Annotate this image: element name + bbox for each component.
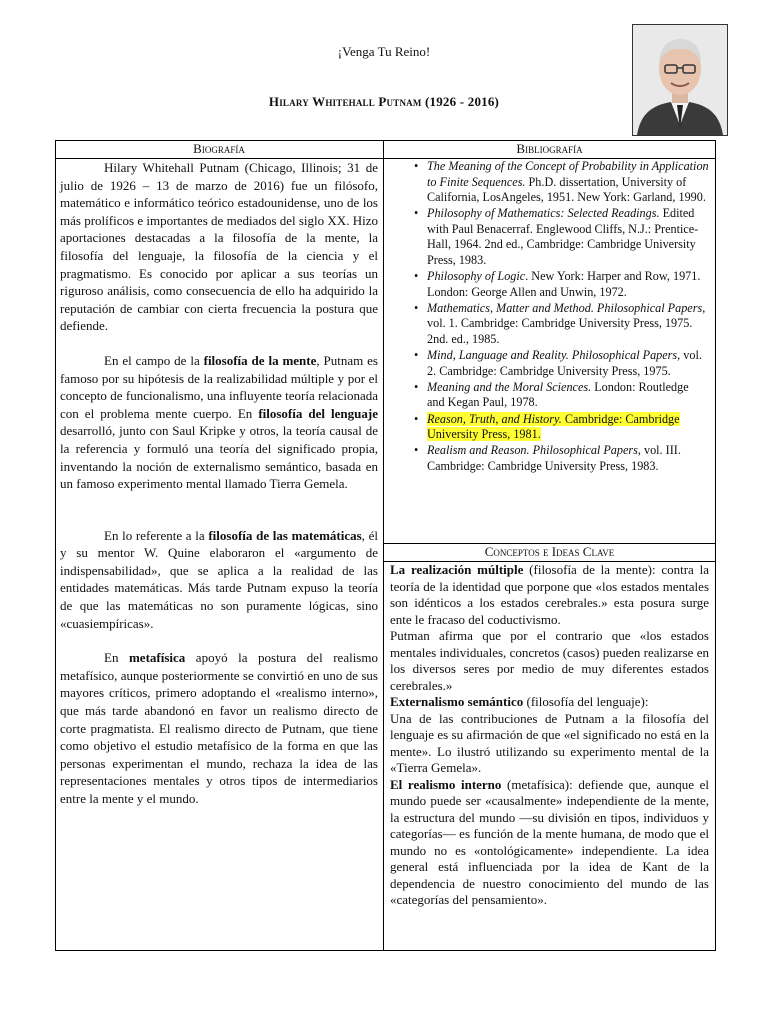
bio-bold-term: filosofía del lenguaje — [258, 405, 378, 421]
bio-text: apoyó la postura del realismo metafísico, aunque posteriormente se convirtió en uno de sus mayores críticos, primero adoptando el «realismo interno», que más tarde abandonó en favor un realismo directo de corte pragmatista. El realismo directo de Putnam, que tiene como objetivo el estudio metafísico de la forma en que las personas experimentan el mundo, rechaza la idea de las representaciones mentales y otros tipos de intermediarios entre la mente y el mundo. — [60, 650, 378, 806]
bibliography-item — [393, 348, 709, 379]
bibliography-title: Reason, Truth, and History. — [427, 411, 562, 426]
concept-internal-realism — [390, 777, 709, 909]
bibliography-title: Realism and Reason. Philosophical Papers — [427, 443, 638, 458]
bio-text: , él y su mentor W. Quine elaboraron el «argumento de indispensabilidad», que se aplica a la realidad de las entidades matemáticas. Más tarde Putnam expuso la teoría de que las matemáticas no son puramente lógicas, sino «cuasiempíricas». — [60, 527, 378, 631]
biography-column — [60, 159, 378, 808]
concept-putnam-claim: Putman afirma que por el contrario que «los estados mentales individuales, concretos (casos) pueden realizarse en los diversos seres por medio de muy diferentes estados cerebrales.» — [390, 628, 709, 693]
bibliography-details: Cambridge: Cambridge University Press, 1981. — [427, 411, 680, 442]
bibliography-details: Ph.D. dissertation, University of California, LosAngeles, 1951. New York: Garland, 1990. — [427, 174, 706, 205]
concept-multiple-realization — [390, 562, 709, 628]
bio-text: En el campo de la — [104, 352, 204, 368]
concept-twin-earth: Una de las contribuciones de Putnam a la filosofía del lenguaje es su afirmación de que «el significado no está en la mente». Lo ilustró utilizando su experimento mental de la «Tierra Gemela». — [390, 710, 709, 775]
bibliography-item — [393, 206, 709, 268]
bibliography-item — [393, 301, 709, 348]
concept-text: (filosofía del lenguaje): — [523, 694, 649, 709]
bibliography-entry — [427, 269, 700, 299]
portrait-photo — [632, 24, 728, 136]
bio-text: En — [104, 650, 129, 666]
concept-term: La realización múltiple — [390, 562, 524, 577]
bibliography-item — [393, 412, 709, 443]
bio-paragraph-1: Hilary Whitehall Putnam (Chicago, Illinois; 31 de julio de 1926 – 13 de marzo de 2016) fue un filósofo, matemático e informático teórico estadounidense, uno de los más prolíficos e importantes de mediados del siglo XX. Hizo aportaciones destacadas a la filosofía de la mente, la filosofía del lenguaje, la filosofía de la ciencia y el pragmatismo. Es conocido por aplicar a sus teorías un riguroso análisis, como consecuencia de ello ha adquirido la reputación de cambiar con cierta frecuencia la postura que defiende. — [60, 160, 378, 334]
bibliography-item — [393, 269, 709, 300]
bibliography-item — [393, 159, 709, 206]
concept-semantic-externalism — [390, 694, 709, 711]
bio-paragraph-3 — [60, 527, 378, 633]
bibliography-list — [393, 159, 709, 474]
bio-bold-term: filosofía de la mente — [203, 352, 317, 368]
bibliography-title: Mathematics, Matter and Method. Philosophical Papers — [427, 300, 703, 315]
bibliography-details: Edited with Paul Benacerraf. Englewood Cliffs, N.J.: Prentice-Hall, 1964. 2nd ed., Cambridge: Cambridge University Press, 1983. — [427, 206, 699, 268]
bibliography-title: The Meaning of the Concept of Probability in Application to Finite Sequences. — [427, 159, 709, 189]
page-title: Hilary Whitehall Putnam (1926 - 2016) — [268, 94, 500, 109]
bibliography-column — [393, 159, 709, 475]
bibliography-title: Mind, Language and Reality. Philosophical Papers — [427, 348, 678, 363]
bibliography-item — [393, 443, 709, 474]
bio-text: En lo referente a la — [104, 527, 209, 543]
bibliography-entry — [427, 412, 680, 442]
concept-text: (filosofía de la mente): contra la teoría de la identidad que porpone que «los estados mentales son idénticos a los estados cerebrales.» esta posura surge ente le fracaso del coductivismo. — [390, 562, 709, 627]
bibliography-entry — [427, 348, 702, 378]
concepts-column — [390, 562, 709, 909]
motto: ¡Venga Tu Reino! — [337, 44, 431, 59]
concept-term: El realismo interno — [390, 776, 502, 792]
bio-bold-term: filosofía de las matemáticas — [208, 527, 362, 543]
bibliography-title: Philosophy of Mathematics: Selected Readings. — [427, 206, 660, 221]
bibliography-title: Philosophy of Logic — [427, 269, 526, 284]
bibliography-header: Bibliografía — [516, 141, 583, 156]
bibliography-details: . New York: Harper and Row, 1971. London: George Allen and Unwin, 1972. — [427, 269, 701, 299]
bio-bold-term: metafísica — [128, 650, 186, 666]
bibliography-details: London: Routledge and Kegan Paul, 1978. — [427, 379, 689, 410]
bibliography-entry — [427, 380, 689, 410]
bibliography-title: Meaning and the Moral Sciences. — [427, 379, 592, 394]
bio-paragraph-4 — [60, 649, 378, 807]
bio-text: desarrolló, junto con Saul Kripke y otros, la teoría causal de la referencia y formuló una teoría del significado propia, inventando la noción de externalismo semántico, basada en un famoso experimento mental llamado Tierra Gemela. — [60, 423, 378, 492]
bibliography-details: , vol. III. Cambridge: Cambridge University Press, 1983. — [427, 443, 681, 473]
bibliography-item — [393, 380, 709, 411]
biography-header: Biografía — [193, 141, 245, 156]
bibliography-entry — [427, 301, 705, 346]
bibliography-entry — [427, 159, 709, 204]
bio-paragraph-2 — [60, 352, 378, 493]
concepts-header: Conceptos e Ideas Clave — [484, 544, 615, 559]
concept-text: (metafísica): defiende que, aunque el mundo puede ser «causalmente» independiente de la mente, la estructura del mundo —su división en tipos, individuos y categorías— es función de la mente humana, de modo que el mundo no es «ontológicamente» independiente. La idea general está influenciada por la idea de Kant de la dependencia de nuestro conocimiento del mundo de las «categorías del pensamiento». — [390, 776, 709, 907]
bio-text: , Putnam es famoso por su hipótesis de la realizabilidad múltiple y por el concepto de funcionalismo, una influyente teoría relacionada con el problema mente cuerpo. En — [60, 352, 378, 421]
bibliography-details: , vol. 2. Cambridge: Cambridge University Press, 1975. — [427, 348, 702, 378]
bibliography-details: , vol. 1. Cambridge: Cambridge University Press, 1975. 2nd. ed., 1985. — [427, 300, 706, 347]
bibliography-entry — [427, 206, 698, 267]
concept-term: Externalismo semántico — [390, 694, 524, 709]
bibliography-entry — [427, 443, 681, 473]
